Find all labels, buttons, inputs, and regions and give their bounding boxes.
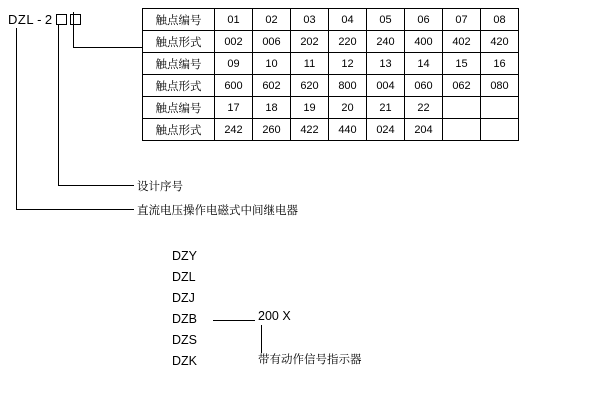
table-cell	[443, 97, 481, 119]
table-cell: 620	[291, 75, 329, 97]
table-cell: 060	[405, 75, 443, 97]
leader-line-design-horizontal	[58, 185, 134, 186]
table-cell: 05	[367, 9, 405, 31]
table-cell: 220	[329, 31, 367, 53]
list-item: DZK	[172, 354, 197, 368]
row-header: 触点编号	[143, 9, 215, 31]
contact-table-wrapper	[142, 8, 519, 141]
row-header: 触点编号	[143, 97, 215, 119]
table-row	[143, 75, 519, 97]
table-cell: 18	[253, 97, 291, 119]
table-cell: 09	[215, 53, 253, 75]
table-cell: 080	[481, 75, 519, 97]
table-cell: 16	[481, 53, 519, 75]
table-cell: 10	[253, 53, 291, 75]
table-cell: 420	[481, 31, 519, 53]
series-list	[172, 246, 197, 372]
row-header: 触点形式	[143, 31, 215, 53]
table-row	[143, 97, 519, 119]
table-cell: 002	[215, 31, 253, 53]
table-cell: 13	[367, 53, 405, 75]
table-row	[143, 119, 519, 141]
table-cell: 240	[367, 31, 405, 53]
table-cell: 204	[405, 119, 443, 141]
table-cell: 800	[329, 75, 367, 97]
table-cell	[481, 97, 519, 119]
table-cell: 06	[405, 9, 443, 31]
table-cell: 21	[367, 97, 405, 119]
row-header: 触点形式	[143, 119, 215, 141]
table-cell: 01	[215, 9, 253, 31]
table-cell: 400	[405, 31, 443, 53]
leader-line-contact-horizontal	[73, 47, 142, 48]
leader-line-contact-vertical	[73, 12, 74, 47]
table-cell: 15	[443, 53, 481, 75]
table-cell: 22	[405, 97, 443, 119]
list-item: DZJ	[172, 291, 195, 305]
list-item: DZY	[172, 249, 197, 263]
table-row	[143, 9, 519, 31]
table-row	[143, 31, 519, 53]
model-code-label	[8, 12, 81, 27]
table-row	[143, 53, 519, 75]
table-cell: 07	[443, 9, 481, 31]
list-item: DZS	[172, 333, 197, 347]
table-cell: 08	[481, 9, 519, 31]
table-cell	[481, 119, 519, 141]
list-item: DZB	[172, 312, 197, 326]
table-cell: 006	[253, 31, 291, 53]
table-cell: 14	[405, 53, 443, 75]
table-cell: 402	[443, 31, 481, 53]
series-connector-line	[213, 320, 255, 321]
leader-line-design-vertical	[58, 25, 59, 185]
table-cell: 17	[215, 97, 253, 119]
table-cell: 440	[329, 119, 367, 141]
model-code-series-digit: 2	[44, 12, 53, 27]
table-cell: 19	[291, 97, 329, 119]
indicator-note-label: 带有动作信号指示器	[258, 354, 362, 366]
table-cell: 20	[329, 97, 367, 119]
table-cell: 11	[291, 53, 329, 75]
leader-line-product-horizontal	[16, 209, 134, 210]
table-cell: 02	[253, 9, 291, 31]
list-item: DZL	[172, 270, 196, 284]
table-cell: 12	[329, 53, 367, 75]
contact-table	[142, 8, 519, 141]
table-cell: 242	[215, 119, 253, 141]
table-cell: 062	[443, 75, 481, 97]
annotation-product-name: 直流电压操作电磁式中间继电器	[137, 205, 298, 217]
leader-line-product-vertical	[16, 28, 17, 209]
table-cell: 03	[291, 9, 329, 31]
model-code-separator: -	[37, 12, 42, 27]
table-cell: 602	[253, 75, 291, 97]
model-code-box-1	[56, 14, 67, 25]
annotation-design-no: 设计序号	[137, 181, 183, 193]
table-cell: 600	[215, 75, 253, 97]
series-code-label: 200 X	[258, 309, 291, 323]
table-cell: 024	[367, 119, 405, 141]
model-code-box-2	[70, 14, 81, 25]
table-cell: 260	[253, 119, 291, 141]
row-header: 触点形式	[143, 75, 215, 97]
table-cell: 202	[291, 31, 329, 53]
table-cell: 422	[291, 119, 329, 141]
row-header: 触点编号	[143, 53, 215, 75]
indicator-leader-line	[261, 325, 262, 353]
table-cell: 004	[367, 75, 405, 97]
table-cell: 04	[329, 9, 367, 31]
model-code-prefix: DZL	[8, 12, 35, 27]
table-cell	[443, 119, 481, 141]
